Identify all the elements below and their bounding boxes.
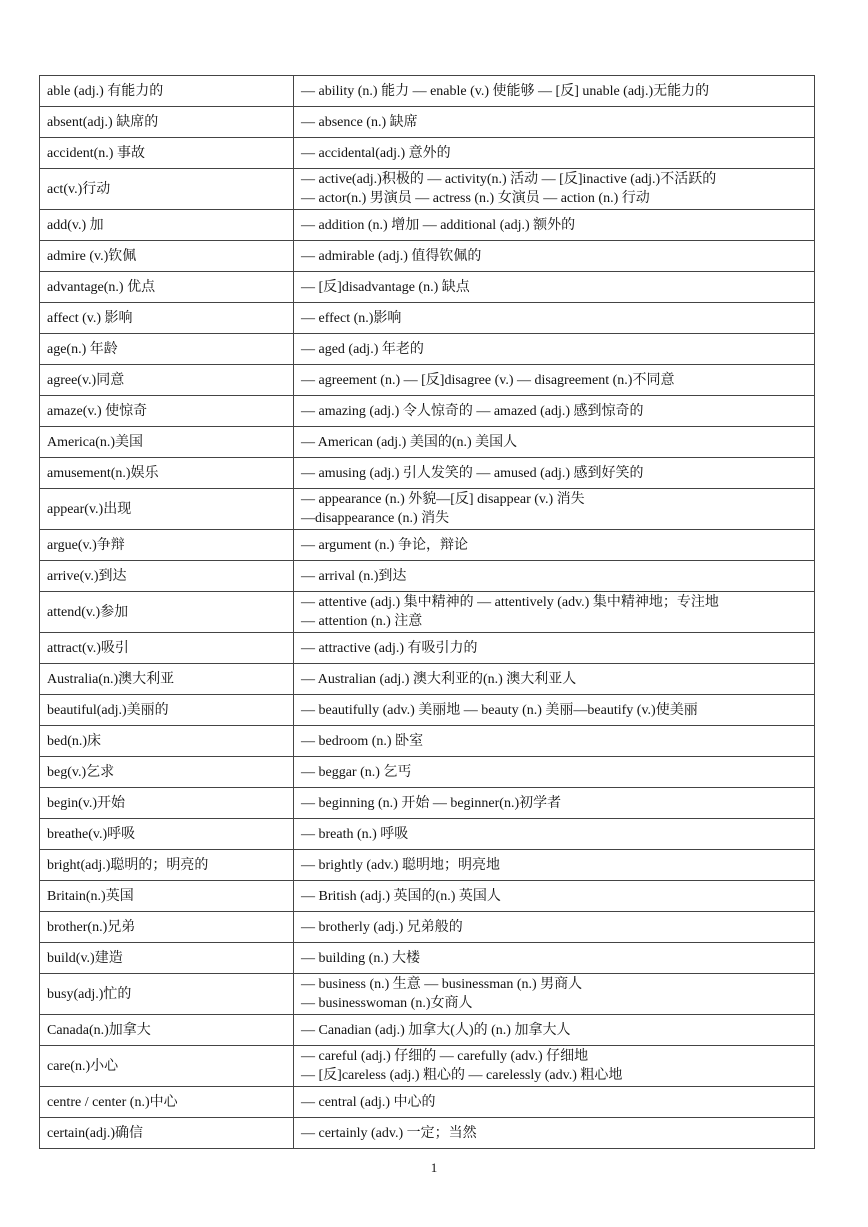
- derivatives-cell: [294, 1087, 815, 1118]
- derivatives-cell: [294, 489, 815, 530]
- derivatives-cell: [294, 757, 815, 788]
- table-row: [40, 881, 815, 912]
- table-row: [40, 943, 815, 974]
- derivatives-cell: [294, 633, 815, 664]
- derivatives-cell: [294, 974, 815, 1015]
- headword-cell: affect (v.) 影响: [40, 303, 294, 334]
- headword-cell: brother(n.)兄弟: [40, 912, 294, 943]
- derivatives-cell: [294, 530, 815, 561]
- headword-cell: begin(v.)开始: [40, 788, 294, 819]
- table-row: [40, 107, 815, 138]
- table-row: [40, 788, 815, 819]
- table-row: [40, 819, 815, 850]
- derivative-line: — absence (n.) 缺席: [301, 114, 418, 130]
- derivative-line: — attentive (adj.) 集中精神的 — attentively (adv.) 集中精神地；专注地: [301, 595, 719, 610]
- table-row: [40, 561, 815, 592]
- table-row: [40, 530, 815, 561]
- derivatives-cell: [294, 458, 815, 489]
- derivative-line: — arrival (n.)到达: [301, 568, 407, 584]
- headword-cell: build(v.)建造: [40, 943, 294, 974]
- headword-cell: Britain(n.)英国: [40, 881, 294, 912]
- table-row: [40, 633, 815, 664]
- headword-cell: arrive(v.)到达: [40, 561, 294, 592]
- table-row: [40, 427, 815, 458]
- derivative-line: — appearance (n.) 外貌—[反] disappear (v.) 消失: [301, 492, 585, 507]
- derivative-line: —disappearance (n.) 消失: [301, 511, 450, 526]
- headword-cell: bed(n.)床: [40, 726, 294, 757]
- derivative-line: — amusing (adj.) 引人发笑的 — amused (adj.) 感到好笑的: [301, 465, 644, 481]
- table-row: [40, 912, 815, 943]
- derivative-line: — beggar (n.) 乞丐: [301, 764, 412, 780]
- headword-cell: Canada(n.)加拿大: [40, 1015, 294, 1046]
- headword-cell: amaze(v.) 使惊奇: [40, 396, 294, 427]
- derivative-line: — beginning (n.) 开始 — beginner(n.)初学者: [301, 795, 562, 811]
- table-row: [40, 850, 815, 881]
- headword-cell: care(n.)小心: [40, 1046, 294, 1087]
- headword-cell: certain(adj.)确信: [40, 1118, 294, 1149]
- table-row: [40, 664, 815, 695]
- derivative-line: — brightly (adv.) 聪明地；明亮地: [301, 857, 500, 873]
- derivative-line: — British (adj.) 英国的(n.) 英国人: [301, 888, 501, 904]
- derivatives-cell: [294, 427, 815, 458]
- derivative-line: — business (n.) 生意 — businessman (n.) 男商人: [301, 977, 583, 992]
- table-row: [40, 272, 815, 303]
- table-row: [40, 1087, 815, 1118]
- table-row: [40, 1046, 815, 1087]
- derivative-line: — effect (n.)影响: [301, 310, 402, 326]
- derivatives-cell: [294, 850, 815, 881]
- derivatives-cell: [294, 881, 815, 912]
- derivative-line: — breath (n.) 呼吸: [301, 826, 409, 842]
- derivative-line: — building (n.) 大楼: [301, 950, 420, 966]
- table-row: [40, 458, 815, 489]
- derivative-line: — addition (n.) 增加 — additional (adj.) 额外的: [301, 217, 576, 233]
- derivatives-cell: [294, 365, 815, 396]
- table-row: [40, 396, 815, 427]
- derivative-line: — beautifully (adv.) 美丽地 — beauty (n.) 美丽—beautify (v.)使美丽: [301, 702, 698, 718]
- table-row: [40, 138, 815, 169]
- headword-cell: add(v.) 加: [40, 210, 294, 241]
- headword-cell: breathe(v.)呼吸: [40, 819, 294, 850]
- derivatives-cell: [294, 334, 815, 365]
- derivatives-cell: [294, 561, 815, 592]
- headword-cell: admire (v.)钦佩: [40, 241, 294, 272]
- headword-cell: able (adj.) 有能力的: [40, 76, 294, 107]
- derivative-line: — American (adj.) 美国的(n.) 美国人: [301, 434, 518, 450]
- derivative-line: — [反]careless (adj.) 粗心的 — carelessly (adv.) 粗心地: [301, 1068, 623, 1083]
- derivatives-cell: [294, 272, 815, 303]
- derivatives-cell: [294, 664, 815, 695]
- derivatives-cell: [294, 788, 815, 819]
- derivative-line: — admirable (adj.) 值得钦佩的: [301, 248, 482, 264]
- derivatives-cell: [294, 210, 815, 241]
- headword-cell: agree(v.)同意: [40, 365, 294, 396]
- table-row: [40, 169, 815, 210]
- table-row: [40, 365, 815, 396]
- table-row: [40, 1118, 815, 1149]
- derivatives-cell: [294, 1015, 815, 1046]
- derivatives-cell: [294, 1046, 815, 1087]
- headword-cell: amusement(n.)娱乐: [40, 458, 294, 489]
- table-row: [40, 76, 815, 107]
- derivatives-cell: [294, 76, 815, 107]
- headword-cell: Australia(n.)澳大利亚: [40, 664, 294, 695]
- derivatives-cell: [294, 912, 815, 943]
- headword-cell: busy(adj.)忙的: [40, 974, 294, 1015]
- derivative-line: — argument (n.) 争论，辩论: [301, 537, 468, 553]
- table-row: [40, 1015, 815, 1046]
- derivative-line: — ability (n.) 能力 — enable (v.) 使能够 — [反] unable (adj.)无能力的: [301, 83, 710, 99]
- table-row: [40, 592, 815, 633]
- derivative-line: — agreement (n.) — [反]disagree (v.) — disagreement (n.)不同意: [301, 372, 675, 388]
- derivatives-cell: [294, 592, 815, 633]
- derivative-line: — attention (n.) 注意: [301, 614, 423, 629]
- derivative-line: — Australian (adj.) 澳大利亚的(n.) 澳大利亚人: [301, 671, 577, 687]
- derivatives-cell: [294, 396, 815, 427]
- headword-cell: attend(v.)参加: [40, 592, 294, 633]
- headword-cell: centre / center (n.)中心: [40, 1087, 294, 1118]
- derivative-line: — active(adj.)积极的 — activity(n.) 活动 — [反]inactive (adj.)不活跃的: [301, 172, 717, 187]
- table-row: [40, 695, 815, 726]
- derivatives-cell: [294, 695, 815, 726]
- table-row: [40, 757, 815, 788]
- derivative-line: — [反]disadvantage (n.) 缺点: [301, 279, 470, 295]
- derivative-line: — attractive (adj.) 有吸引力的: [301, 640, 478, 656]
- headword-cell: beautiful(adj.)美丽的: [40, 695, 294, 726]
- table-row: [40, 210, 815, 241]
- headword-cell: America(n.)美国: [40, 427, 294, 458]
- derivative-line: — brotherly (adj.) 兄弟般的: [301, 919, 463, 935]
- derivative-line: — careful (adj.) 仔细的 — carefully (adv.) 仔细地: [301, 1049, 589, 1064]
- derivatives-cell: [294, 107, 815, 138]
- headword-cell: act(v.)行动: [40, 169, 294, 210]
- derivative-line: — actor(n.) 男演员 — actress (n.) 女演员 — action (n.) 行动: [301, 191, 650, 206]
- derivative-line: — certainly (adv.) 一定；当然: [301, 1125, 477, 1141]
- derivatives-cell: [294, 943, 815, 974]
- derivatives-cell: [294, 303, 815, 334]
- headword-cell: absent(adj.) 缺席的: [40, 107, 294, 138]
- headword-cell: attract(v.)吸引: [40, 633, 294, 664]
- derivative-line: — aged (adj.) 年老的: [301, 341, 424, 357]
- table-row: [40, 489, 815, 530]
- headword-cell: accident(n.) 事故: [40, 138, 294, 169]
- derivative-line: — Canadian (adj.) 加拿大(人)的 (n.) 加拿大人: [301, 1022, 571, 1038]
- table-row: [40, 974, 815, 1015]
- derivatives-cell: [294, 726, 815, 757]
- derivative-line: — accidental(adj.) 意外的: [301, 145, 451, 161]
- derivative-line: — bedroom (n.) 卧室: [301, 733, 424, 749]
- table-row: [40, 726, 815, 757]
- table-row: [40, 303, 815, 334]
- headword-cell: advantage(n.) 优点: [40, 272, 294, 303]
- table-row: [40, 241, 815, 272]
- vocabulary-table: [39, 75, 815, 1149]
- headword-cell: age(n.) 年龄: [40, 334, 294, 365]
- derivatives-cell: [294, 241, 815, 272]
- derivative-line: — central (adj.) 中心的: [301, 1094, 436, 1110]
- derivatives-cell: [294, 819, 815, 850]
- table-row: [40, 334, 815, 365]
- headword-cell: beg(v.)乞求: [40, 757, 294, 788]
- headword-cell: argue(v.)争辩: [40, 530, 294, 561]
- vocabulary-table-body: [40, 76, 815, 1149]
- headword-cell: appear(v.)出现: [40, 489, 294, 530]
- page-number: 1: [430, 1160, 438, 1175]
- derivatives-cell: [294, 138, 815, 169]
- derivative-line: — amazing (adj.) 令人惊奇的 — amazed (adj.) 感到惊奇的: [301, 403, 644, 419]
- derivative-line: — businesswoman (n.)女商人: [301, 996, 473, 1011]
- derivatives-cell: [294, 1118, 815, 1149]
- headword-cell: bright(adj.)聪明的；明亮的: [40, 850, 294, 881]
- derivatives-cell: [294, 169, 815, 210]
